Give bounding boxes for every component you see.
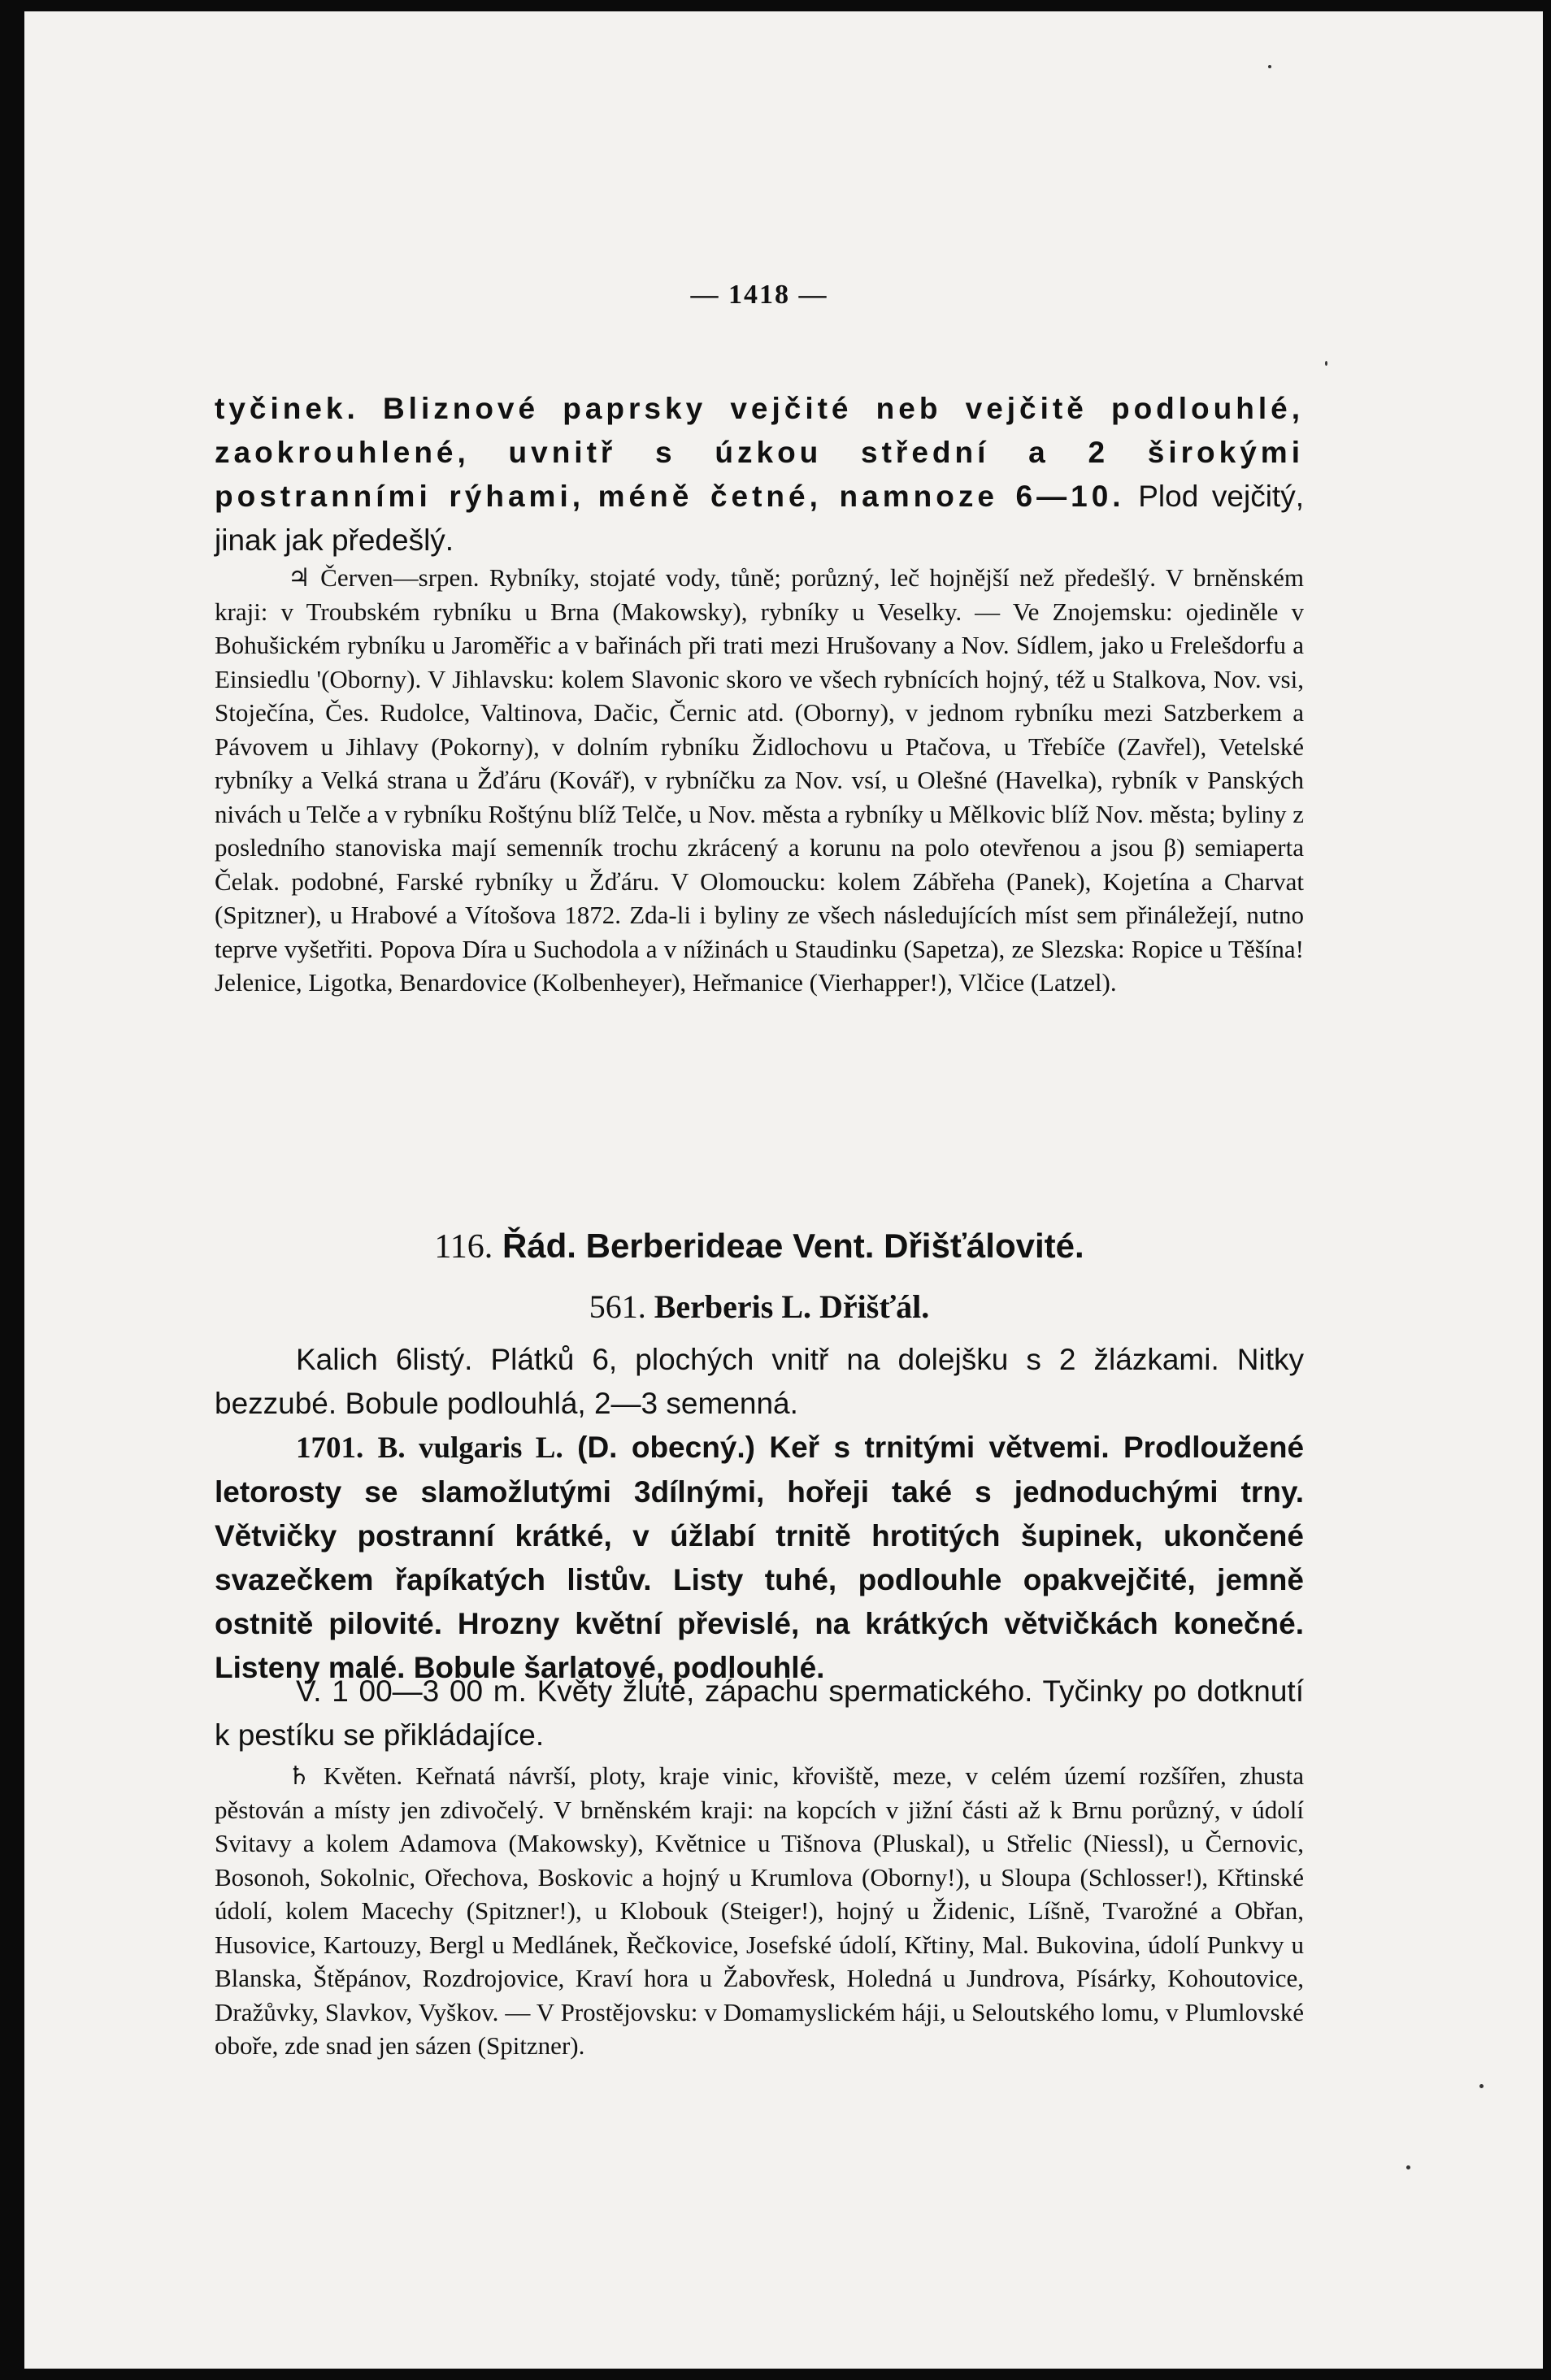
order-heading-block (215, 1227, 1304, 1266)
speck (1325, 361, 1327, 366)
species-number: 1701. (296, 1431, 364, 1465)
distribution-text: ♄ Květen. Keřnatá návrší, ploty, kraje vinic, křoviště, meze, v celém území rozšířen, zhusta pěstován a místy jen zdivočelý. V brněnském kraji: na kopcích v jižní části až k Brnu porůzný, v údolí Svitavy a kolem Adamova (Makowsky), Květnice u Tišnova (Pluskal), u Střelic (Niessl), u Černovic, Bosonoh, Sokolnic, Ořechova, Boskovic a hojný u Krumlova (Oborny!), u Sloupa (Schlosser!), Křtinské údolí, kolem Macechy (Spitzner!), u Klobouk (Steiger!), hojný u Židenic, Líšně, Tvarožné a Obřan, Husovice, Kartouzy, Bergl u Medlánek, Řečkovice, Josefské údolí, Křtiny, Mal. Bukovina, údolí Punkvy u Blanska, Štěpánov, Rozdrojovice, Kraví hora u Žabovřesk, Holedná u Jundrova, Písárky, Kohoutovice, Dražůvky, Slavkov, Vyškov. — V Prostějovsku: v Domamyslickém háji, u Seloutského lomu, v Plumlovské oboře, zde snad jen sázen (Spitzner). (215, 1761, 1304, 2060)
order-number: 116. (434, 1228, 493, 1266)
speck (1268, 65, 1271, 68)
flowering-text: V. 1 00—3 00 m. Květy žluté, zápachu spermatického. Tyčinky po dotknutí k pestíku se přikládajíce. (215, 1674, 1304, 1752)
book-page (24, 11, 1543, 2369)
description-paragraph (215, 387, 1304, 562)
genus-description-block (215, 1338, 1304, 1426)
genus-number: 561. (589, 1288, 646, 1325)
species-block (215, 1426, 1304, 1690)
flowering-block (215, 1670, 1304, 1757)
speck (1479, 2084, 1484, 2088)
distribution-block (215, 1759, 1304, 2063)
fruit-description: Plod vejčitý, jinak jak předešlý. (215, 480, 1304, 557)
order-heading (215, 1227, 1304, 1266)
description-text (215, 387, 1304, 562)
species-description (215, 1426, 1304, 1690)
locality-text: ♃ Červen—srpen. Rybníky, stojaté vody, tůně; porůzný, leč hojnější než předešlý. V brněnském kraji: v Troubském rybníku u Brna (Makowsky), rybníky u Veselky. — Ve Znojemsku: ojediněle v Bohušickém rybníku u Jaroměřic a v bařinách při trati mezi Hrušovany a Nov. Sídlem, jako u Frelešdorfu a Einsiedlu '(Oborny). V Jihlavsku: kolem Slavonic skoro ve všech rybnících hojný, též u Stalkova, Nov. vsi, Stoječína, Čes. Rudolce, Valtinova, Dačic, Černic atd. (Oborny), v jednom rybníku mezi Satzberkem a Pávovem u Jihlavy (Pokorny), v dolním rybníku Židlochovu u Ptačova, u Třebíče (Zavřel), Vetelské rybníky a Velká strana u Žďáru (Kovář), v rybníčku za Nov. vsí, u Olešné (Havelka), rybník v Panských nivách u Telče a v rybníku Roštýnu blíž Telče, u Nov. města a rybníky u Mělkovic blíž Nov. města; byliny z posledního stanoviska mají semenník trochu zkrácený a korunu na polo otevřenou a jsou β) semiaperta Čelak. podobné, Farské rybníky u Žďáru. V Olomoucku: kolem Zábřeha (Panek), Kojetína a Charvat (Spitzner), u Hrabové a Vítošova 1872. Zda-li i byliny ze všech následujících míst sem přináležejí, nutno teprve vyšetřiti. Popova Díra u Suchodola a v nížinách u Staudinku (Sapetza), ze Slezska: Ropice u Těšína! Jelenice, Ligotka, Benardovice (Kolbenheyer), Heřmanice (Vierhapper!), Vlčice (Latzel). (215, 563, 1304, 997)
speck (1406, 2165, 1410, 2169)
genus-title: Berberis L. Dřišťál. (654, 1288, 930, 1325)
locality-paragraph (215, 561, 1304, 1000)
species-text: (D. obecný.) Keř s trnitými větvemi. Prodloužené letorosty se slamožlutými 3dílnými, hořeji také s jednoduchými trny. Větvičky postranní krátké, v úžlabí trnitě hrotitých šupinek, ukončené svazečkem řapíkatých listův. Listy tuhé, podlouhle opakvejčité, jemně ostnitě pilovité. Hrozny květní převislé, na krátkých větvičkách konečné. Listeny malé. Bobule šarlatové, podlouhlé. (215, 1431, 1305, 1684)
stigma-description: tyčinek. Bliznové paprsky vejčité neb vejčitě podlouhlé, zaokrouhlené, uvnitř s úzkou střední a 2 širokými postranními rýhami, (215, 392, 1304, 513)
species-name: B. vulgaris L. (377, 1431, 563, 1465)
stigma-count: méně četné, namnoze 6—10. (597, 480, 1125, 513)
genus-description: Kalich 6listý. Plátků 6, plochých vnitř na dolejšku s 2 žlázkami. Nitky bezzubé. Bobule podlouhlá, 2—3 semenná. (215, 1343, 1304, 1420)
page-number: — 1418 — (690, 280, 828, 310)
order-title: Řád. Berberideae Vent. Dřišťálovité. (502, 1227, 1084, 1265)
genus-heading-block (215, 1288, 1304, 1326)
genus-heading (215, 1288, 1304, 1326)
